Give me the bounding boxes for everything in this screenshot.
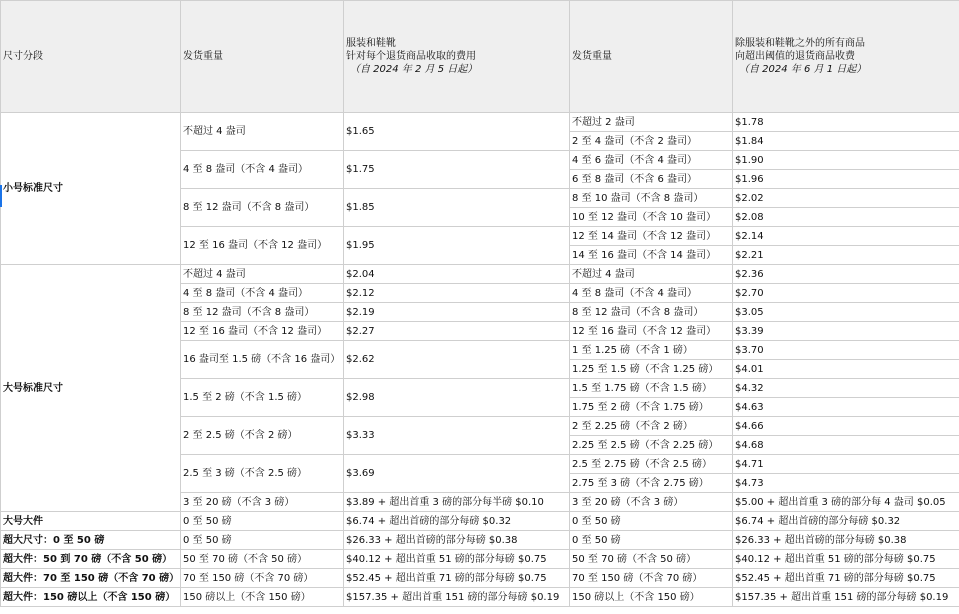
weight-cell: 1.75 至 2 磅（不含 1.75 磅） xyxy=(570,398,733,417)
fee-cell: $4.66 xyxy=(733,417,959,436)
header-other-fee: 除服装和鞋靴之外的所有商品 向超出阈值的退货商品收费 （自 2024 年 6 月 1 日起） xyxy=(733,1,959,113)
fee-cell: $52.45 + 超出首重 71 磅的部分每磅 $0.75 xyxy=(344,569,570,588)
fee-cell: $2.14 xyxy=(733,227,959,246)
weight-cell: 不超过 4 盎司 xyxy=(181,265,344,284)
fee-cell: $157.35 + 超出首重 151 磅的部分每磅 $0.19 xyxy=(733,588,959,607)
header-weight-other: 发货重量 xyxy=(570,1,733,113)
fee-cell: $2.62 xyxy=(344,341,570,379)
weight-cell: 不超过 4 盎司 xyxy=(570,265,733,284)
table-row xyxy=(1,512,959,531)
fee-cell: $4.63 xyxy=(733,398,959,417)
weight-cell: 8 至 12 盎司（不含 8 盎司） xyxy=(570,303,733,322)
weight-cell: 50 至 70 磅（不含 50 磅） xyxy=(570,550,733,569)
weight-cell: 3 至 20 磅（不含 3 磅） xyxy=(570,493,733,512)
weight-cell: 0 至 50 磅 xyxy=(570,531,733,550)
weight-cell: 14 至 16 盎司（不含 14 盎司） xyxy=(570,246,733,265)
fee-cell: $1.85 xyxy=(344,189,570,227)
fee-cell: $4.01 xyxy=(733,360,959,379)
table-row xyxy=(1,531,959,550)
weight-cell: 1.5 至 1.75 磅（不含 1.5 磅） xyxy=(570,379,733,398)
fee-cell: $3.70 xyxy=(733,341,959,360)
fee-cell: $3.33 xyxy=(344,417,570,455)
weight-cell: 1 至 1.25 磅（不含 1 磅） xyxy=(570,341,733,360)
weight-cell: 2 至 4 盎司（不含 2 盎司） xyxy=(570,132,733,151)
table-row xyxy=(1,550,959,569)
weight-cell: 4 至 6 盎司（不含 4 盎司） xyxy=(570,151,733,170)
weight-cell: 0 至 50 磅 xyxy=(181,512,344,531)
weight-cell: 2.25 至 2.5 磅（不含 2.25 磅） xyxy=(570,436,733,455)
table-row xyxy=(1,265,959,284)
fee-cell: $5.00 + 超出首重 3 磅的部分每 4 盎司 $0.05 xyxy=(733,493,959,512)
fee-cell: $2.98 xyxy=(344,379,570,417)
fee-cell: $26.33 + 超出首磅的部分每磅 $0.38 xyxy=(733,531,959,550)
fee-cell: $2.12 xyxy=(344,284,570,303)
weight-cell: 0 至 50 磅 xyxy=(570,512,733,531)
fee-cell: $1.75 xyxy=(344,151,570,189)
weight-cell: 4 至 8 盎司（不含 4 盎司） xyxy=(181,151,344,189)
weight-cell: 16 盎司至 1.5 磅（不含 16 盎司） xyxy=(181,341,344,379)
fee-cell: $4.71 xyxy=(733,455,959,474)
tier-small-standard: 小号标准尺寸 xyxy=(1,113,181,265)
weight-cell: 1.25 至 1.5 磅（不含 1.25 磅） xyxy=(570,360,733,379)
fee-cell: $40.12 + 超出首重 51 磅的部分每磅 $0.75 xyxy=(344,550,570,569)
weight-cell: 150 磅以上（不含 150 磅） xyxy=(181,588,344,607)
fee-cell: $40.12 + 超出首重 51 磅的部分每磅 $0.75 xyxy=(733,550,959,569)
header-apparel-fee: 服装和鞋靴 针对每个退货商品收取的费用 （自 2024 年 2 月 5 日起） xyxy=(344,1,570,113)
fee-cell: $6.74 + 超出首磅的部分每磅 $0.32 xyxy=(733,512,959,531)
fee-cell: $4.73 xyxy=(733,474,959,493)
table-row xyxy=(1,588,959,607)
weight-cell: 4 至 8 盎司（不含 4 盎司） xyxy=(181,284,344,303)
fee-cell: $3.05 xyxy=(733,303,959,322)
weight-cell: 12 至 14 盎司（不含 12 盎司） xyxy=(570,227,733,246)
weight-cell: 0 至 50 磅 xyxy=(181,531,344,550)
fee-cell: $2.04 xyxy=(344,265,570,284)
fee-cell: $26.33 + 超出首磅的部分每磅 $0.38 xyxy=(344,531,570,550)
weight-cell: 70 至 150 磅（不含 70 磅） xyxy=(570,569,733,588)
header-weight-apparel: 发货重量 xyxy=(181,1,344,113)
fee-cell: $3.69 xyxy=(344,455,570,493)
weight-cell: 10 至 12 盎司（不含 10 盎司） xyxy=(570,208,733,227)
weight-cell: 70 至 150 磅（不含 70 磅） xyxy=(181,569,344,588)
table-row xyxy=(1,569,959,588)
fee-cell: $4.68 xyxy=(733,436,959,455)
weight-cell: 12 至 16 盎司（不含 12 盎司） xyxy=(570,322,733,341)
fee-cell: $2.02 xyxy=(733,189,959,208)
weight-cell: 不超过 2 盎司 xyxy=(570,113,733,132)
weight-cell: 6 至 8 盎司（不含 6 盎司） xyxy=(570,170,733,189)
fee-cell: $2.21 xyxy=(733,246,959,265)
weight-cell: 不超过 4 盎司 xyxy=(181,113,344,151)
fee-cell: $157.35 + 超出首重 151 磅的部分每磅 $0.19 xyxy=(344,588,570,607)
fee-cell: $2.19 xyxy=(344,303,570,322)
tier-cell: 超大尺寸：0 至 50 磅 xyxy=(1,531,181,550)
weight-cell: 2.5 至 2.75 磅（不含 2.5 磅） xyxy=(570,455,733,474)
fee-cell: $1.65 xyxy=(344,113,570,151)
header-row xyxy=(1,1,959,113)
fee-cell: $4.32 xyxy=(733,379,959,398)
fee-cell: $2.36 xyxy=(733,265,959,284)
weight-cell: 8 至 10 盎司（不含 8 盎司） xyxy=(570,189,733,208)
tier-cell: 超大件：50 到 70 磅（不含 50 磅） xyxy=(1,550,181,569)
weight-cell: 2 至 2.5 磅（不含 2 磅） xyxy=(181,417,344,455)
weight-cell: 4 至 8 盎司（不含 4 盎司） xyxy=(570,284,733,303)
fee-cell: $3.39 xyxy=(733,322,959,341)
fee-cell: $1.78 xyxy=(733,113,959,132)
tier-large-standard: 大号标准尺寸 xyxy=(1,265,181,512)
weight-cell: 12 至 16 盎司（不含 12 盎司） xyxy=(181,227,344,265)
weight-cell: 150 磅以上（不含 150 磅） xyxy=(570,588,733,607)
fee-cell: $52.45 + 超出首重 71 磅的部分每磅 $0.75 xyxy=(733,569,959,588)
fee-cell: $1.96 xyxy=(733,170,959,189)
weight-cell: 2 至 2.25 磅（不含 2 磅） xyxy=(570,417,733,436)
weight-cell: 2.75 至 3 磅（不含 2.75 磅） xyxy=(570,474,733,493)
weight-cell: 50 至 70 磅（不含 50 磅） xyxy=(181,550,344,569)
weight-cell: 8 至 12 盎司（不含 8 盎司） xyxy=(181,303,344,322)
fee-cell: $2.08 xyxy=(733,208,959,227)
fee-cell: $2.70 xyxy=(733,284,959,303)
weight-cell: 3 至 20 磅（不含 3 磅） xyxy=(181,493,344,512)
fee-cell: $1.84 xyxy=(733,132,959,151)
weight-cell: 12 至 16 盎司（不含 12 盎司） xyxy=(181,322,344,341)
weight-cell: 2.5 至 3 磅（不含 2.5 磅） xyxy=(181,455,344,493)
tier-cell: 超大件：150 磅以上（不含 150 磅） xyxy=(1,588,181,607)
weight-cell: 8 至 12 盎司（不含 8 盎司） xyxy=(181,189,344,227)
row-focus-marker xyxy=(0,185,2,207)
table-row xyxy=(1,113,959,132)
fee-cell: $3.89 + 超出首重 3 磅的部分每半磅 $0.10 xyxy=(344,493,570,512)
header-tier: 尺寸分段 xyxy=(1,1,181,113)
fee-cell: $2.27 xyxy=(344,322,570,341)
weight-cell: 1.5 至 2 磅（不含 1.5 磅） xyxy=(181,379,344,417)
fee-cell: $6.74 + 超出首磅的部分每磅 $0.32 xyxy=(344,512,570,531)
tier-cell: 大号大件 xyxy=(1,512,181,531)
fee-cell: $1.90 xyxy=(733,151,959,170)
tier-cell: 超大件：70 至 150 磅（不含 70 磅） xyxy=(1,569,181,588)
fee-cell: $1.95 xyxy=(344,227,570,265)
